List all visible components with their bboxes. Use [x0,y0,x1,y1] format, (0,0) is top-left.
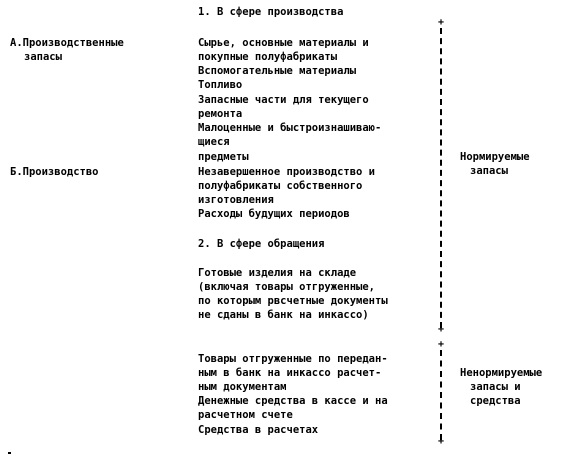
item-work-in-progress: Незавершенное производство и [198,166,376,178]
item-finished-goods-cont3: не сданы в банк на инкассо) [198,309,369,321]
item-own-semi-products-cont: изготовления [198,194,274,206]
item-cash: Денежные средства в кассе и на [198,395,388,407]
item-fuel: Топливо [198,79,243,91]
item-settlements: Средства в расчетах [198,424,319,436]
divider-middle-plus-marker-1: + [437,324,445,335]
item-raw-materials: Сырье, основные материалы и [198,37,369,49]
item-deferred-expenses: Расходы будущих периодов [198,208,350,220]
label-normed-line2: запасы [470,165,508,177]
divider-top-plus-marker: + [437,17,445,28]
divider-bottom-plus-marker: + [437,436,445,447]
label-production-stocks-line1: А.Производственные [10,37,124,49]
label-normed-line1: Нормируемые [460,151,530,163]
item-finished-goods: Готовые изделия на складе [198,267,357,279]
label-production: Б.Производство [10,166,99,178]
item-finished-goods-cont1: (включая товары отгруженные, [198,281,376,293]
item-low-value-items-cont2: предметы [198,151,249,163]
item-spare-parts-cont: ремонта [198,108,243,120]
item-goods-shipped-cont2: ным документам [198,381,287,393]
item-own-semi-products: полуфабрикаты собственного [198,180,363,192]
unnormed-bracket-divider [440,350,442,440]
label-unnormed-line1: Ненормируемые [460,367,543,379]
item-auxiliary-materials: Вспомогательные материалы [198,65,357,77]
label-unnormed-line2: запасы и [470,381,521,393]
normed-bracket-divider [440,28,442,328]
corner-dot-mark [8,452,11,454]
item-spare-parts: Запасные части для текущего [198,94,369,106]
label-production-stocks-line2: запасы [24,51,62,63]
item-goods-shipped: Товары отгруженные по передан- [198,353,388,365]
item-cash-cont: расчетном счете [198,409,293,421]
item-finished-goods-cont2: по которым рвсчетные документы [198,295,388,307]
circulation-section-header: 2. В сфере обращения [198,238,325,250]
item-purchased-semi-products: покупные полуфабрикаты [198,51,338,63]
label-unnormed-line3: средства [470,395,521,407]
item-goods-shipped-cont1: ным в банк на инкассо расчет- [198,367,382,379]
item-low-value-items: Малоценные и быстроизнашиваю- [198,122,382,134]
divider-middle-plus-marker-2: + [437,339,445,350]
item-low-value-items-cont: щиеся [198,136,230,148]
production-section-header: 1. В сфере производства [198,6,344,18]
